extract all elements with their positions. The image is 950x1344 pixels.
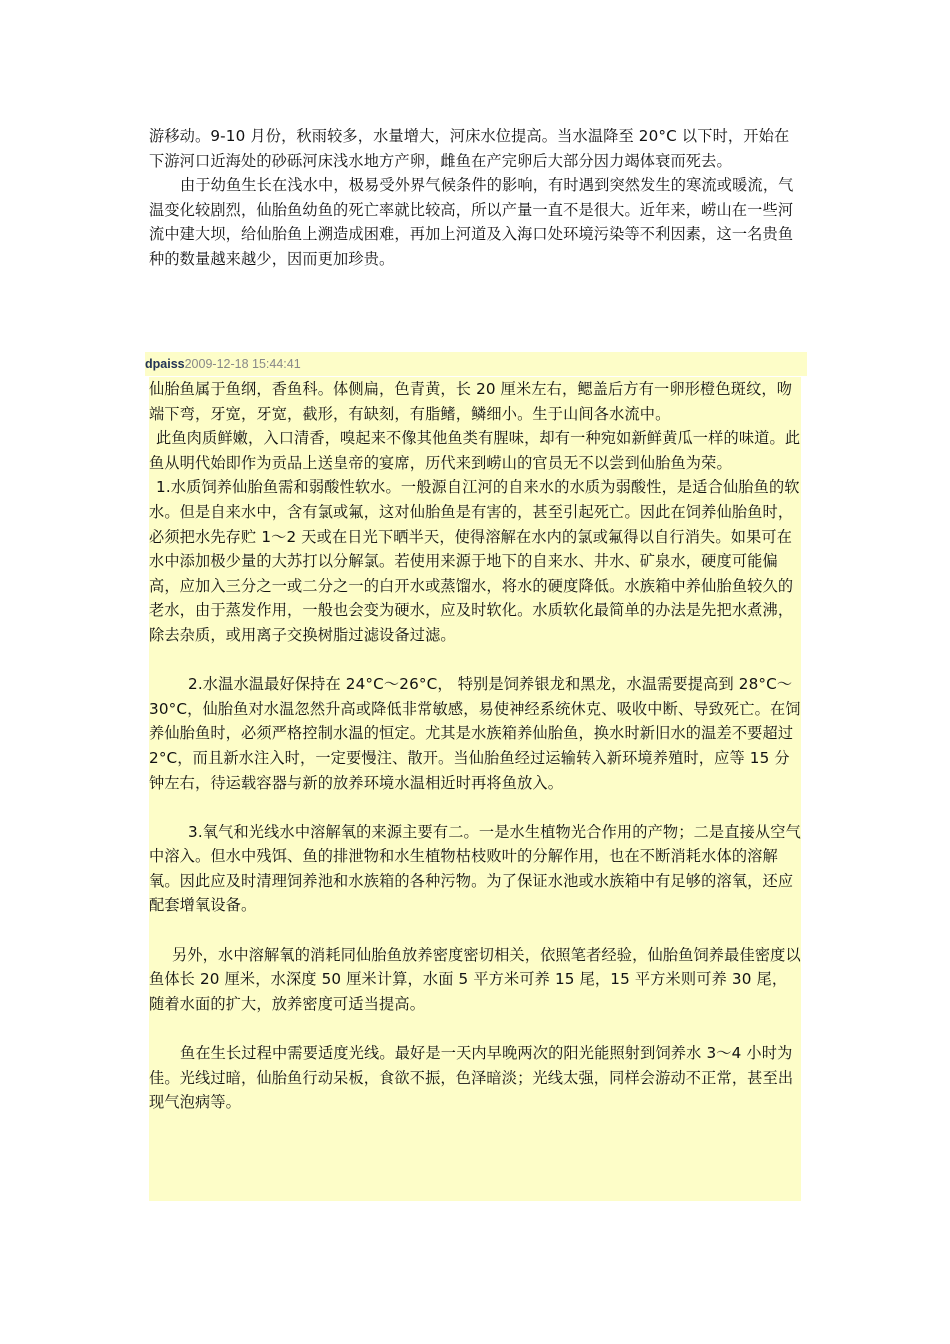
intro-paragraph-1: 游移动。9-10 月份，秋雨较多，水量增大，河床水位提高。当水温降至 20°C 以下时，开始在下游河口近海处的砂砾河床浅水地方产卵，雌鱼在产完卵后大部分因力竭体衰而死去。 <box>149 127 790 170</box>
spacer <box>149 795 801 820</box>
spacer <box>149 648 801 673</box>
spacer <box>149 918 801 943</box>
intro-paragraph-2: 由于幼鱼生长在浅水中，极易受外界气候条件的影响，有时遇到突然发生的寒流或暖流，气温变化较剧烈，仙胎鱼幼鱼的死亡率就比较高，所以产量一直不是很大。近年来，崂山在一些河流中建大坝，给仙胎鱼上溯造成困难，再加上河道及入海口处环境污染等不利因素，这一名贵鱼种的数量越来越少，因而更加珍贵。 <box>149 176 794 268</box>
reply-header <box>145 352 807 376</box>
reply-paragraph-6: 另外，水中溶解氧的消耗同仙胎鱼放养密度密切相关，依照笔者经验，仙胎鱼饲养最佳密度以鱼体长 20 厘米，水深度 50 厘米计算，水面 5 平方米可养 15 尾，15 平方米则可养 30 尾，随着水面的扩大，放养密度可适当提高。 <box>149 945 801 1013</box>
reply-paragraph-3: 1.水质饲养仙胎鱼需和弱酸性软水。一般源自江河的自来水的水质为弱酸性，是适合仙胎鱼的软水。但是自来水中，含有氯或氟，这对仙胎鱼是有害的，甚至引起死亡。因此在饲养仙胎鱼时，必须把水先存贮 1～2 天或在日光下晒半天，使得溶解在水内的氯或氟得以自行消失。如果可在水中添加极少量的大苏打以分解氯。若使用来源于地下的自来水、井水、矿泉水，硬度可能偏高，应加入三分之一或二分之一的白开水或蒸馏水，将水的硬度降低。水族箱中养仙胎鱼较久的老水，由于蒸发作用，一般也会变为硬水，应及时软化。水质软化最简单的办法是先把水煮沸，除去杂质，或用离子交换树脂过滤设备过滤。 <box>149 478 800 644</box>
reply-paragraph-4: 2.水温水温最好保持在 24°C～26°C， 特别是饲养银龙和黑龙，水温需要提高到 28°C～30°C，仙胎鱼对水温忽然升高或降低非常敏感，易使神经系统休克、吸收中断、导致死亡。在饲养仙胎鱼时，必须严格控制水温的恒定。尤其是水族箱养仙胎鱼，换水时新旧水的温差不要超过 2°C，而且新水注入时，一定要慢注、散开。当仙胎鱼经过运输转入新环境养殖时，应等 15 分钟左右，待运载容器与新的放养环境水温相近时再将鱼放入。 <box>149 675 801 792</box>
reply-paragraph-7: 鱼在生长过程中需要适度光线。最好是一天内早晚两次的阳光能照射到饲养水 3～4 小时为佳。光线过暗，仙胎鱼行动呆板，食欲不振，色泽暗淡；光线太强，同样会游动不正常，甚至出现气泡病等。 <box>149 1044 794 1112</box>
reply-body <box>149 377 801 1201</box>
reply-timestamp: 2009-12-18 15:44:41 <box>184 357 301 371</box>
intro-text <box>149 124 801 271</box>
spacer <box>149 1016 801 1041</box>
reply-paragraph-1: 仙胎鱼属于鱼纲，香鱼科。体侧扁，色青黄，长 20 厘米左右，鳃盖后方有一卵形橙色斑纹，吻端下弯，牙宽，牙宽，截形，有缺刻，有脂鳍，鳞细小。生于山间各水流中。 <box>149 380 793 423</box>
reply-paragraph-2: 此鱼肉质鲜嫩，入口清香，嗅起来不像其他鱼类有腥味，却有一种宛如新鲜黄瓜一样的味道。此鱼从明代始即作为贡品上送皇帝的宴席，历代来到崂山的官员无不以尝到仙胎鱼为荣。 <box>149 429 801 472</box>
reply-paragraph-5: 3.氧气和光线水中溶解氧的来源主要有二。一是水生植物光合作用的产物；二是直接从空气中溶入。但水中残饵、鱼的排泄物和水生植物枯枝败叶的分解作用，也在不断消耗水体的溶解氧。因此应及时清理饲养池和水族箱的各种污物。为了保证水池或水族箱中有足够的溶氧，还应配套增氧设备。 <box>149 822 801 915</box>
reply-username[interactable]: dpaiss <box>145 357 185 371</box>
